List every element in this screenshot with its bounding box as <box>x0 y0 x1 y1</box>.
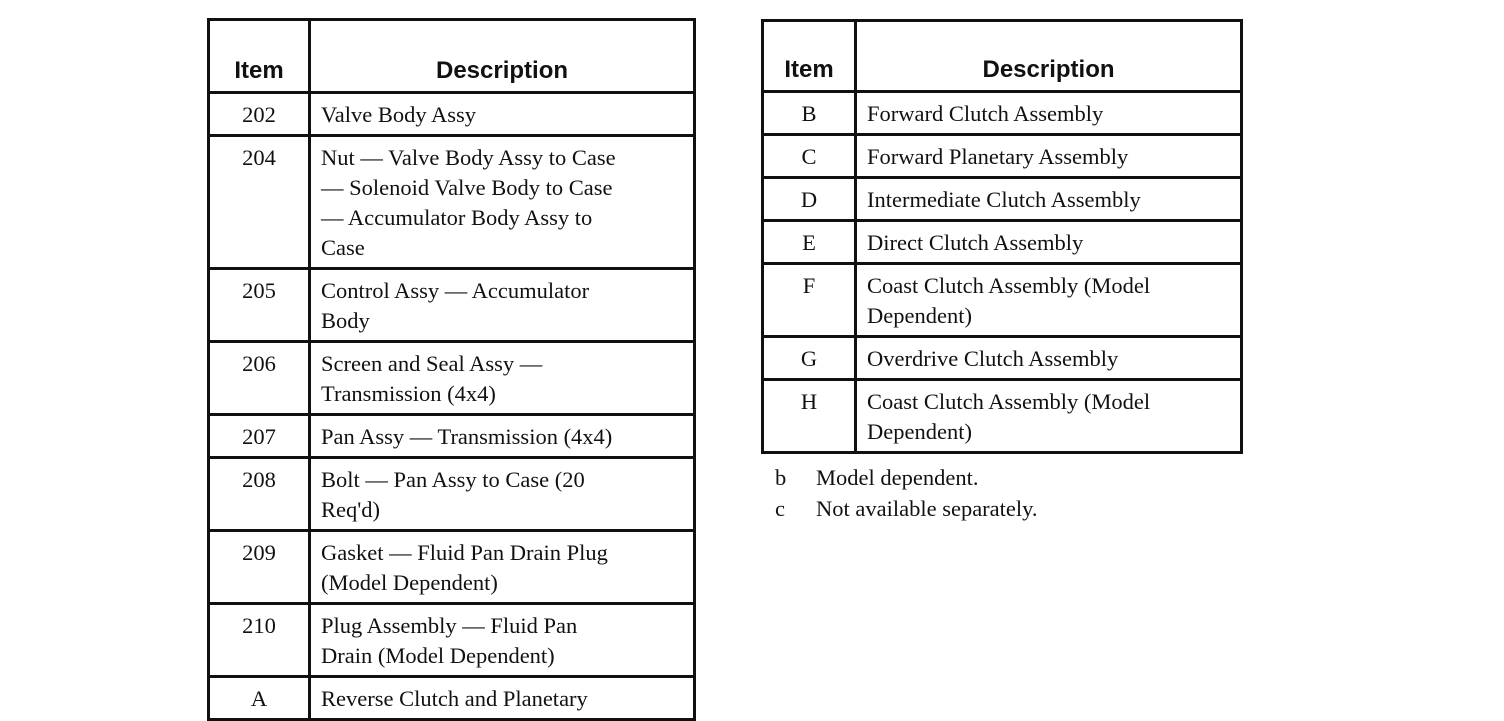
parts-table-left <box>207 18 696 721</box>
item-cell: 206 <box>209 342 310 415</box>
item-column-header: Item <box>763 21 856 92</box>
item-cell: G <box>763 337 856 380</box>
description-cell: Screen and Seal Assy — Transmission (4x4) <box>310 342 695 415</box>
table-row <box>209 531 695 604</box>
description-cell: Coast Clutch Assembly (Model Dependent) <box>856 264 1242 337</box>
item-cell: 209 <box>209 531 310 604</box>
item-cell: 210 <box>209 604 310 677</box>
description-cell: Coast Clutch Assembly (Model Dependent) <box>856 380 1242 453</box>
table-row <box>763 264 1242 337</box>
table-row <box>209 136 695 269</box>
description-cell: Plug Assembly — Fluid Pan Drain (Model Dependent) <box>310 604 695 677</box>
item-cell: B <box>763 92 856 135</box>
table-body <box>209 93 695 720</box>
table-header-row <box>763 21 1242 92</box>
footnote-text: Model dependent. <box>816 465 979 490</box>
item-cell: A <box>209 677 310 720</box>
table-row <box>763 380 1242 453</box>
table-row <box>763 221 1242 264</box>
description-column-header: Description <box>856 21 1242 92</box>
description-cell: Direct Clutch Assembly <box>856 221 1242 264</box>
description-cell: Pan Assy — Transmission (4x4) <box>310 415 695 458</box>
table-row <box>209 458 695 531</box>
item-cell: E <box>763 221 856 264</box>
footnote-text: Not available separately. <box>816 496 1038 521</box>
description-cell: Intermediate Clutch Assembly <box>856 178 1242 221</box>
description-cell: Control Assy — Accumulator Body <box>310 269 695 342</box>
table-row <box>763 337 1242 380</box>
item-column-header: Item <box>209 20 310 93</box>
item-cell: 207 <box>209 415 310 458</box>
item-cell: F <box>763 264 856 337</box>
item-cell: C <box>763 135 856 178</box>
description-cell: Bolt — Pan Assy to Case (20 Req'd) <box>310 458 695 531</box>
description-cell: Forward Clutch Assembly <box>856 92 1242 135</box>
parts-table-right <box>761 19 1243 454</box>
description-cell: Forward Planetary Assembly <box>856 135 1242 178</box>
description-cell: Nut — Valve Body Assy to Case — Solenoid Valve Body to Case — Accumulator Body Assy to Case <box>310 136 695 269</box>
table-row <box>763 92 1242 135</box>
item-cell: 208 <box>209 458 310 531</box>
item-cell: D <box>763 178 856 221</box>
table-row <box>209 415 695 458</box>
item-cell: H <box>763 380 856 453</box>
description-cell: Overdrive Clutch Assembly <box>856 337 1242 380</box>
item-cell: 204 <box>209 136 310 269</box>
table-row <box>209 93 695 136</box>
description-cell: Reverse Clutch and Planetary <box>310 677 695 720</box>
table-header-row <box>209 20 695 93</box>
table-row <box>763 135 1242 178</box>
description-cell: Valve Body Assy <box>310 93 695 136</box>
table-row <box>209 269 695 342</box>
footnote-key: c <box>775 496 785 521</box>
table-body <box>763 92 1242 453</box>
table-row <box>763 178 1242 221</box>
footnote-key: b <box>775 465 787 490</box>
item-cell: 202 <box>209 93 310 136</box>
table-row <box>209 677 695 720</box>
item-cell: 205 <box>209 269 310 342</box>
footnote-c <box>775 493 1038 524</box>
description-cell: Gasket — Fluid Pan Drain Plug (Model Dependent) <box>310 531 695 604</box>
table-row <box>209 604 695 677</box>
description-column-header: Description <box>310 20 695 93</box>
footnotes <box>775 462 1038 524</box>
footnote-b <box>775 462 1038 493</box>
table-row <box>209 342 695 415</box>
